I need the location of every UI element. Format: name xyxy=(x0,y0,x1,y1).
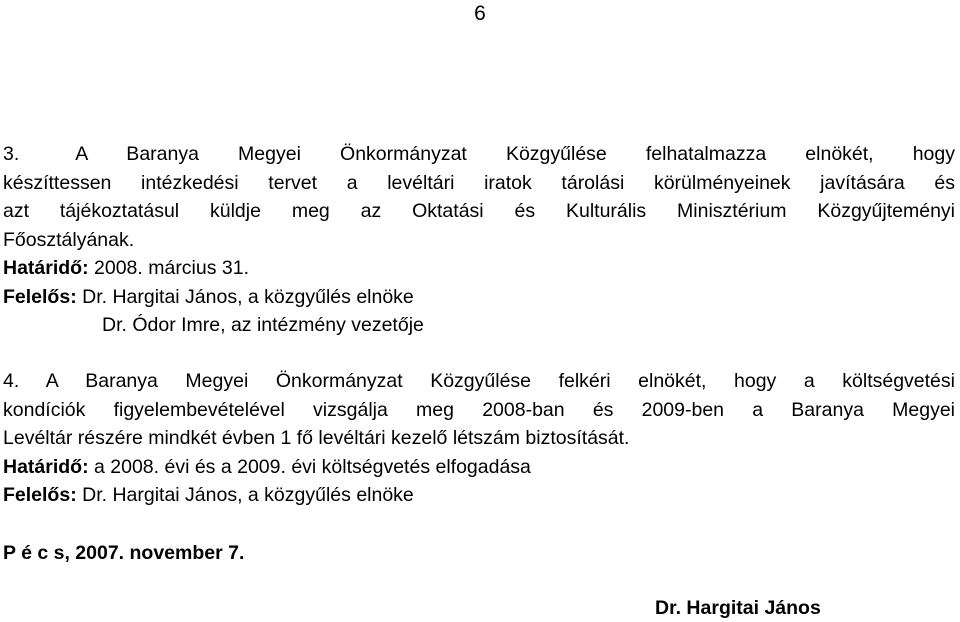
item3-deadline-value: 2008. március 31. xyxy=(88,257,250,279)
item3-line-4: Főosztályának. xyxy=(3,228,135,251)
item3-line-1-text: A Baranya Megyei Önkormányzat Közgyűlése felhatalmazza elnökét, hogy xyxy=(75,143,955,165)
item3-line-2: készíttessen intézkedési tervet a levéltári iratok tárolási körülményeinek javítására és xyxy=(3,171,955,194)
item4-deadline-label: Határidő: xyxy=(3,455,89,478)
resolution-item-3 xyxy=(3,140,955,340)
item4-deadline xyxy=(3,453,955,482)
item4-responsible-value: Dr. Hargitai János, a közgyűlés elnöke xyxy=(76,484,414,506)
item4-line-1: 4. A Baranya Megyei Önkormányzat Közgyűlése felkéri elnökét, hogy a költségvetési xyxy=(3,370,955,392)
item3-responsible xyxy=(3,283,955,312)
item3-deadline-label: Határidő: xyxy=(3,257,89,279)
item4-deadline-value: a 2008. évi és a 2009. évi költségvetés elfogadása xyxy=(88,455,531,478)
item3-number: 3. xyxy=(3,143,20,165)
item3-responsible-value: Dr. Hargitai János, a közgyűlés elnöke xyxy=(76,285,414,308)
item4-responsible xyxy=(3,481,955,510)
item3-line-1 xyxy=(3,140,955,169)
item3-deadline xyxy=(3,254,955,283)
place-date: P é c s, 2007. november 7. xyxy=(3,542,245,564)
page-number: 6 xyxy=(474,2,486,25)
item4-line-2: kondíciók figyelembevételével vizsgálja meg 2008-ban és 2009-ben a Baranya Megyei xyxy=(3,398,955,421)
item3-line-3: azt tájékoztatásul küldje meg az Oktatási és Kulturális Minisztérium Közgyűjteményi xyxy=(3,200,955,222)
item4-responsible-label: Felelős: xyxy=(3,484,77,506)
item3-responsible-label: Felelős: xyxy=(3,285,77,308)
resolution-item-4 xyxy=(3,367,955,510)
item3-responsible-second: Dr. Ódor Imre, az intézmény vezetője xyxy=(102,314,424,336)
item4-line-3: Levéltár részére mindkét évben 1 fő levéltári kezelő létszám biztosítását. xyxy=(3,427,630,449)
signature-name: Dr. Hargitai János xyxy=(655,597,821,619)
